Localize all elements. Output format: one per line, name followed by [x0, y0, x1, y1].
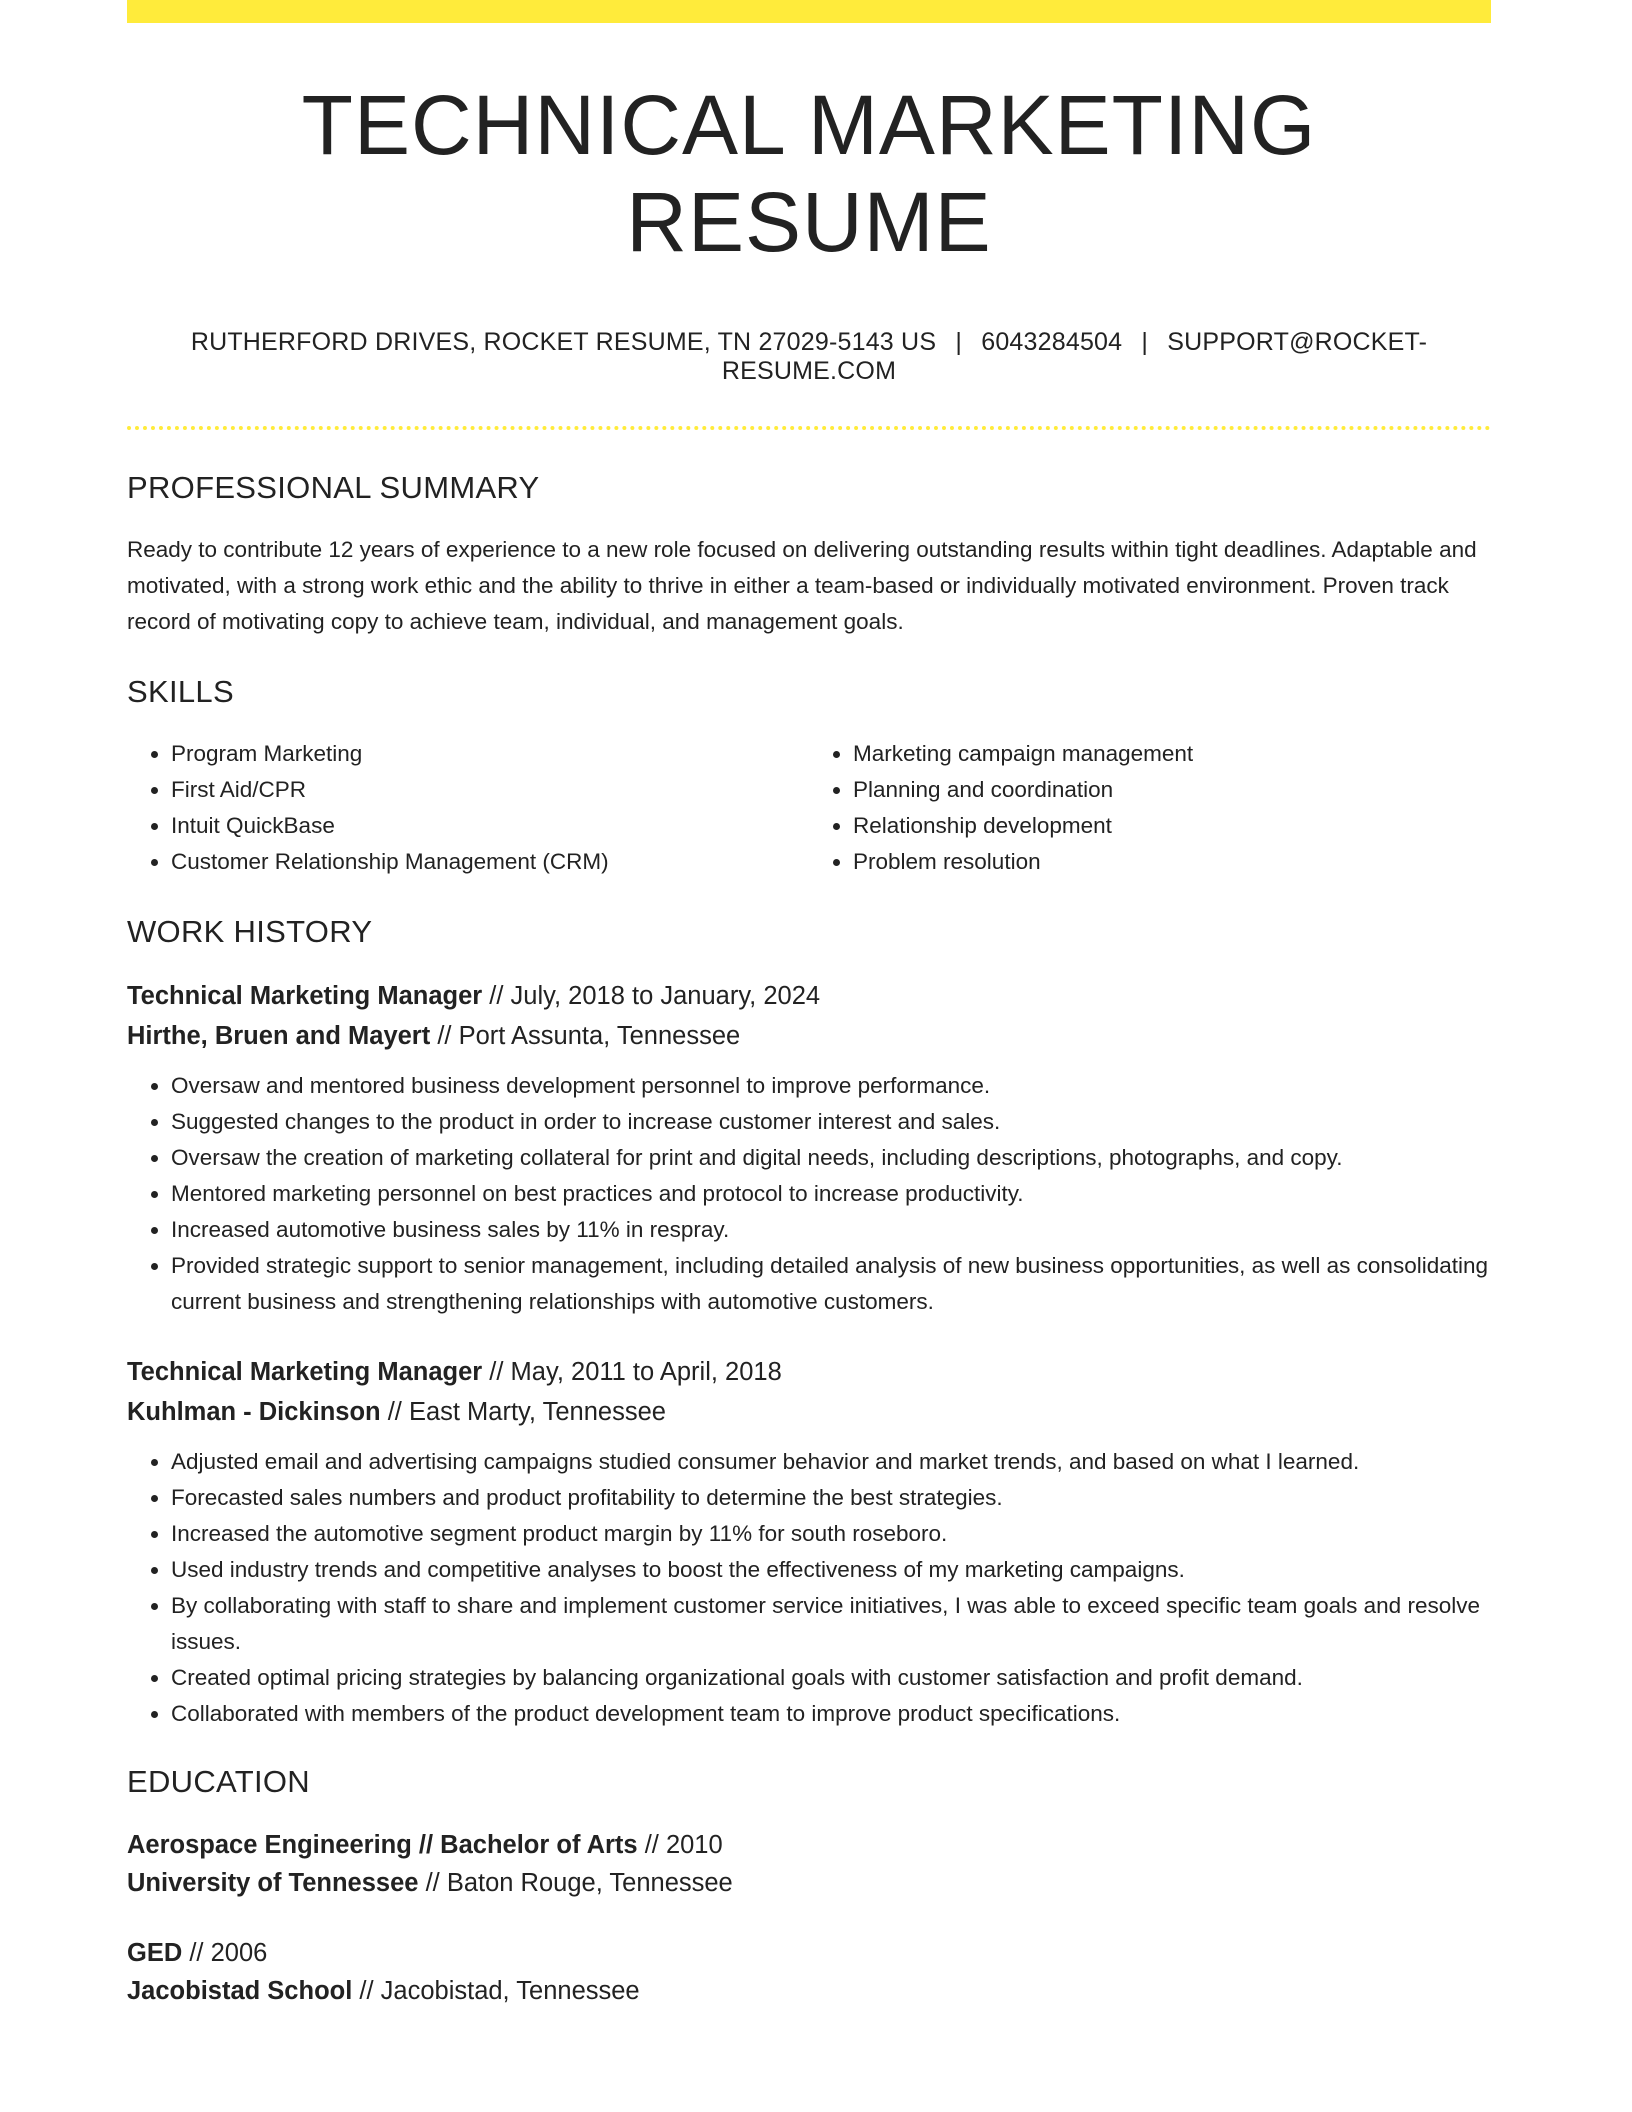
section-heading: EDUCATION — [127, 1764, 310, 1800]
section-heading: WORK HISTORY — [127, 914, 373, 950]
job-bullet: • Collaborated with members of the product development team to improve product specifications. — [171, 1696, 1491, 1732]
job-company: Kuhlman - Dickinson — [127, 1398, 381, 1427]
education-year: // 2010 — [637, 1831, 723, 1860]
education-section — [127, 1764, 1491, 2010]
education-school: Jacobistad School — [127, 1977, 353, 2006]
job-bullet: • Created optimal pricing strategies by balancing organizational goals with customer satisfaction and profit demand. — [171, 1660, 1491, 1696]
contact-phone: 6043284504 — [981, 328, 1123, 357]
job-location: // Port Assunta, Tennessee — [430, 1022, 741, 1051]
job-bullet: • Mentored marketing personnel on best practices and protocol to increase productivity. — [171, 1176, 1491, 1212]
contact-separator: | — [1141, 328, 1149, 357]
resume-title: TECHNICAL MARKETING RESUME — [301, 78, 1317, 269]
skills-column-right — [809, 736, 1491, 880]
education-school: University of Tennessee — [127, 1869, 419, 1898]
skills-list-right — [809, 736, 1491, 880]
top-accent-bar — [127, 0, 1491, 23]
education-location: // Baton Rouge, Tennessee — [418, 1869, 733, 1898]
resume-page — [127, 0, 1491, 2042]
skill-item: • Marketing campaign management — [853, 736, 1491, 772]
skill-item: • Planning and coordination — [853, 772, 1491, 808]
job-bullet: • Increased the automotive segment product margin by 11% for south roseboro. — [171, 1516, 1491, 1552]
job-bullet: • Oversaw and mentored business development personnel to improve performance. — [171, 1068, 1491, 1104]
education-entry — [127, 1826, 1491, 1902]
job-title: Technical Marketing Manager — [127, 1358, 483, 1387]
job-bullet: • Provided strategic support to senior management, including detailed analysis of new business opportunities, as well as consolidating current business and strengthening relationships with automotive customers. — [171, 1248, 1491, 1320]
skill-item: • Relationship development — [853, 808, 1491, 844]
job-dates: // May, 2011 to April, 2018 — [482, 1358, 782, 1387]
job-company: Hirthe, Bruen and Mayert — [127, 1022, 431, 1051]
section-heading: PROFESSIONAL SUMMARY — [127, 470, 540, 506]
job-bullets — [127, 1068, 1491, 1320]
skills-list-left — [127, 736, 809, 880]
summary-text: Ready to contribute 12 years of experience to a new role focused on delivering outstanding results within tight deadlines. Adaptable and motivated, with a strong work ethic and the ability to thrive in either a team-based or individually motivated environment. Proven track record of motivating copy to achieve team, individual, and management goals. — [127, 537, 1477, 635]
education-school-line — [127, 1972, 1491, 2010]
section-heading: SKILLS — [127, 674, 234, 710]
skills-section — [127, 674, 1491, 880]
skill-item: • Problem resolution — [853, 844, 1491, 880]
skills-grid — [127, 736, 1491, 880]
job-bullet: • Increased automotive business sales by 11% in respray. — [171, 1212, 1491, 1248]
contact-separator: | — [955, 328, 963, 357]
education-degree-line — [127, 1934, 1491, 1972]
job-bullet: • Oversaw the creation of marketing collateral for print and digital needs, including descriptions, photographs, and copy. — [171, 1140, 1491, 1176]
work-history-section — [127, 914, 1491, 1732]
job-bullet: • Forecasted sales numbers and product profitability to determine the best strategies. — [171, 1480, 1491, 1516]
education-entry — [127, 1934, 1491, 2010]
education-school-line — [127, 1864, 1491, 1902]
job-title: Technical Marketing Manager — [127, 982, 483, 1011]
job-bullet: • Suggested changes to the product in order to increase customer interest and sales. — [171, 1104, 1491, 1140]
education-degree: GED — [127, 1939, 183, 1968]
job-company-line — [127, 1392, 1491, 1432]
job-bullet: • Adjusted email and advertising campaigns studied consumer behavior and market trends, and based on what I learned. — [171, 1444, 1491, 1480]
contact-line — [127, 328, 1491, 386]
skill-item: • Customer Relationship Management (CRM) — [171, 844, 809, 880]
contact-address: RUTHERFORD DRIVES, ROCKET RESUME, TN 27029-5143 US — [190, 328, 937, 357]
education-year: // 2006 — [182, 1939, 268, 1968]
job-company-line — [127, 1016, 1491, 1056]
job-location: // East Marty, Tennessee — [380, 1398, 666, 1427]
job-dates: // July, 2018 to January, 2024 — [482, 982, 821, 1011]
job-bullets — [127, 1444, 1491, 1732]
skill-item: • First Aid/CPR — [171, 772, 809, 808]
skill-item: • Program Marketing — [171, 736, 809, 772]
contact-email: SUPPORT@ROCKET-RESUME.COM — [721, 328, 1428, 386]
education-location: // Jacobistad, Tennessee — [352, 1977, 640, 2006]
education-degree-line — [127, 1826, 1491, 1864]
summary-section — [127, 470, 1491, 640]
education-degree: Aerospace Engineering // Bachelor of Arts — [127, 1831, 638, 1860]
job-entry — [127, 976, 1491, 1320]
skills-column-left — [127, 736, 809, 880]
job-title-line — [127, 1352, 1491, 1392]
job-entry — [127, 1352, 1491, 1732]
header-divider — [127, 426, 1491, 430]
job-bullet: • By collaborating with staff to share and implement customer service initiatives, I was able to exceed specific team goals and resolve issues. — [171, 1588, 1491, 1660]
job-bullet: • Used industry trends and competitive analyses to boost the effectiveness of my marketing campaigns. — [171, 1552, 1491, 1588]
skill-item: • Intuit QuickBase — [171, 808, 809, 844]
job-title-line — [127, 976, 1491, 1016]
